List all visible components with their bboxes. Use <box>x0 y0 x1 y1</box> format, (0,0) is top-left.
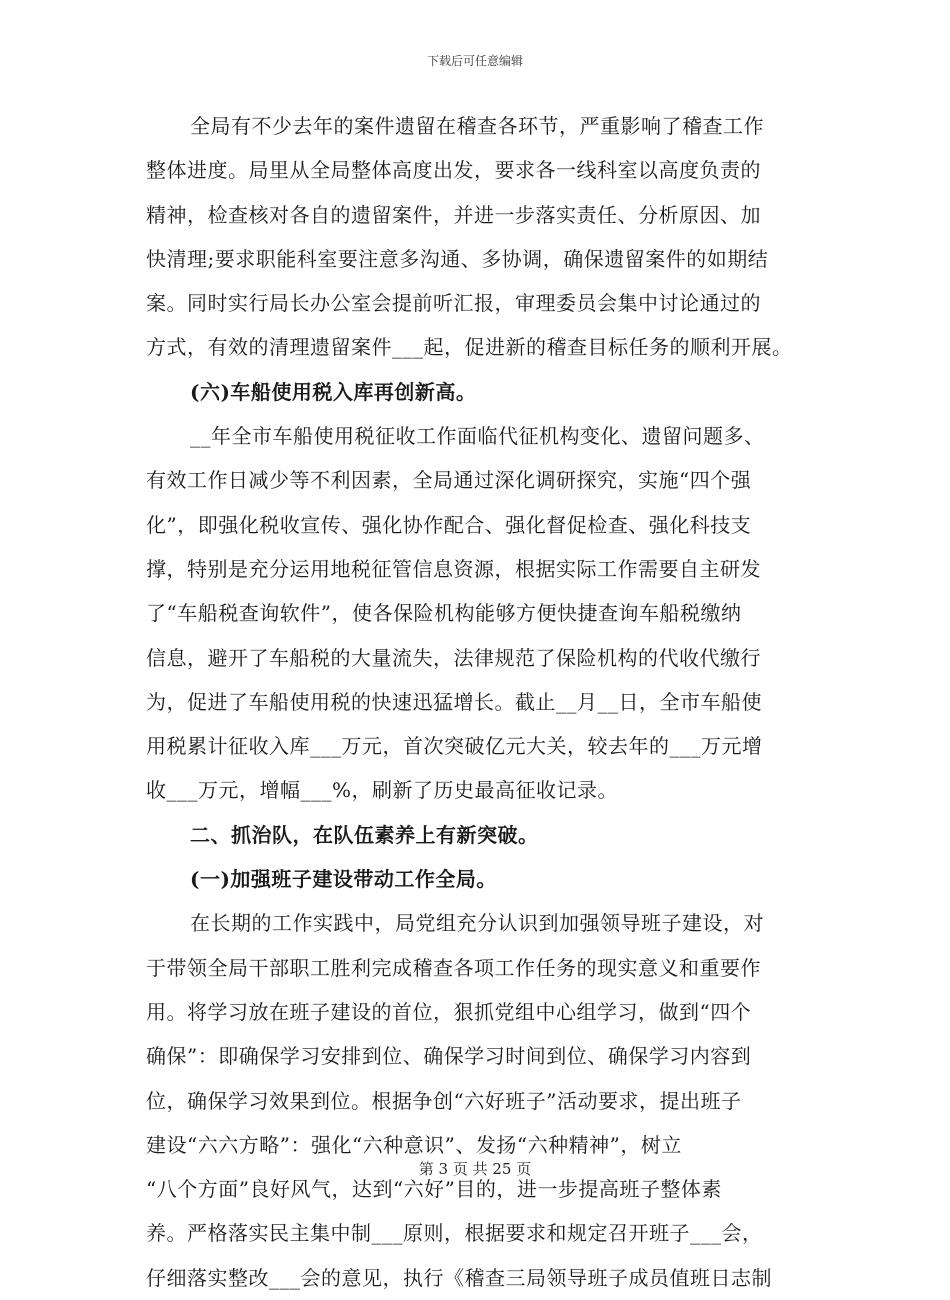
body-text-line: 了“车船税查询软件”，使各保险机构能够方便快捷查询车船税缴纳 <box>146 601 742 626</box>
body-text-line: 用。将学习放在班子建设的首位，狠抓党组中心组学习，做到“四个 <box>146 999 752 1024</box>
body-text-line: 位，确保学习效果到位。根据争创“六好班子”活动要求，提出班子 <box>146 1088 742 1113</box>
section-heading-line: 二、抓治队，在队伍素养上有新突破。 <box>190 822 539 847</box>
section-heading-line: (六)车船使用税入库再创新高。 <box>190 379 477 404</box>
body-text-line: 建设“六六方略”：强化“六种意识”、发扬“六种精神”，树立 <box>146 1132 682 1157</box>
body-text-line: 有效工作日减少等不利因素，全局通过深化调研探究，实施“四个强 <box>146 468 752 493</box>
body-text-line: 仔细落实整改___会的意见，执行《稽查三局领导班子成员值班日志制 <box>146 1265 772 1290</box>
body-text-line: 收___万元，增幅___%，刷新了历史最高征收记录。 <box>146 778 619 803</box>
body-text-line: 撑，特别是充分运用地税征管信息资源，根据实际工作需要自主研发 <box>146 556 761 581</box>
document-body <box>146 104 836 1300</box>
body-text-line: 确保”：即确保学习安排到位、确保学习时间到位、确保学习内容到 <box>146 1044 752 1069</box>
body-text-line: “八个方面”良好风气，达到“六好”目的，进一步提高班子整体素 <box>146 1177 722 1202</box>
page-number-footer: 第 3 页 共 25 页 <box>418 1160 532 1178</box>
body-text-line: __年全市车船使用税征收工作面临代征机构变化、遗留问题多、 <box>190 424 765 449</box>
body-text-line: 用税累计征收入库___万元，首次突破亿元大关，较去年的___万元增 <box>146 734 763 759</box>
body-text-line: 化”，即强化税收宣传、强化协作配合、强化督促检查、强化科技支 <box>146 512 752 537</box>
body-text-line: 全局有不少去年的案件遗留在稽查各环节，严重影响了稽查工作 <box>190 114 764 138</box>
body-text-line: 整体进度。局里从全局整体高度出发，要求各一线科室以高度负责的 <box>146 158 761 183</box>
body-text-line: 在长期的工作实践中，局党组充分认识到加强领导班子建设，对 <box>190 911 764 936</box>
body-text-line: 信息，避开了车船税的大量流失，法律规范了保险机构的代收代缴行 <box>146 645 761 670</box>
body-text-line: 于带领全局干部职工胜利完成稽查各项工作任务的现实意义和重要作 <box>146 955 761 980</box>
body-text-line: 方式，有效的清理遗留案件___起，促进新的稽查目标任务的顺利开展。 <box>146 335 793 360</box>
body-text-line: 精神，检查核对各自的遗留案件，并进一步落实责任、分析原因、加 <box>146 202 761 227</box>
body-text-line: 快清理;要求职能科室要注意多沟通、多协调，确保遗留案件的如期结 <box>146 246 769 271</box>
body-text-line: 养。严格落实民主集中制___原则，根据要求和规定召开班子___会， <box>146 1221 763 1246</box>
body-text-line: 案。同时实行局长办公室会提前听汇报，审理委员会集中讨论通过的 <box>146 291 761 316</box>
page-header-note: 下载后可任意编辑 <box>426 54 523 68</box>
section-heading-line: (一)加强班子建设带动工作全局。 <box>190 867 497 892</box>
body-text-line: 为，促进了车船使用税的快速迅猛增长。截止__月__日，全市车船使 <box>146 689 762 714</box>
